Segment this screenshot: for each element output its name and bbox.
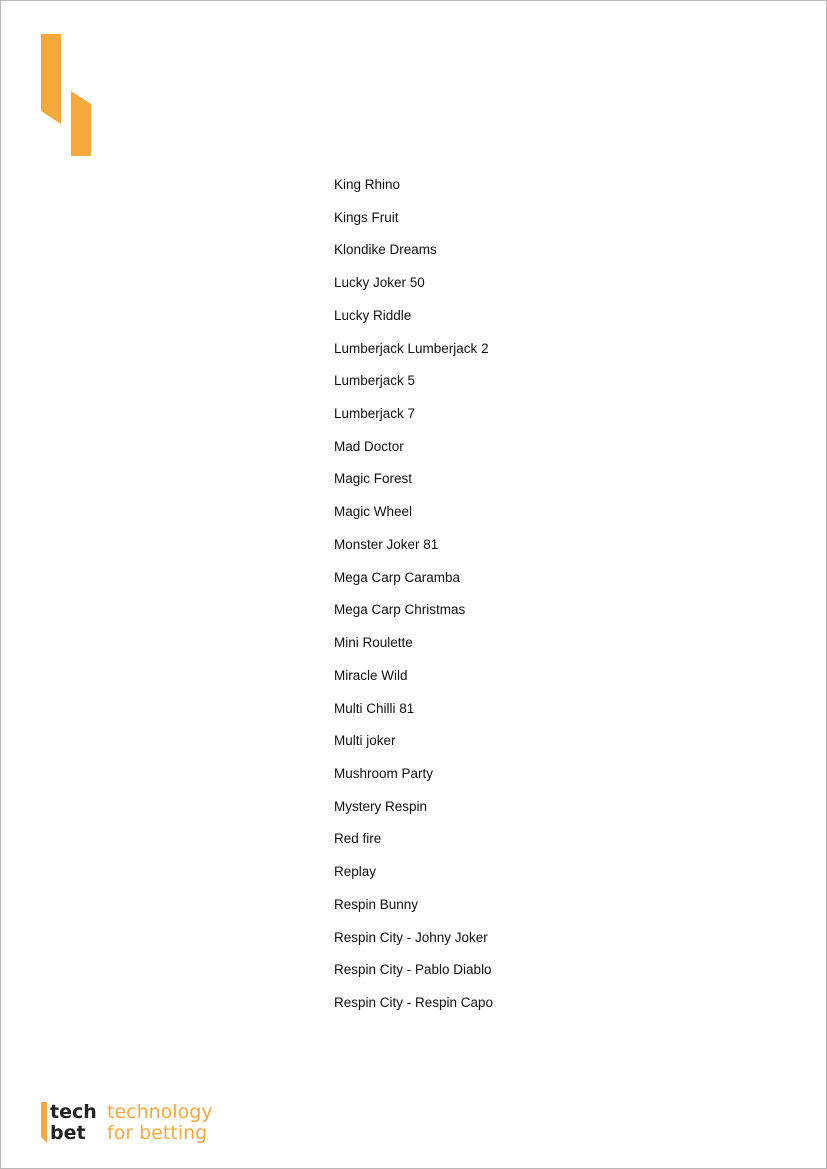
games-list [334, 176, 493, 1027]
list-item: Respin City - Johny Joker [334, 929, 488, 945]
list-item: Multi Chilli 81 [334, 700, 415, 716]
list-item: Mushroom Party [334, 765, 434, 781]
list-item: Lumberjack 7 [334, 406, 416, 422]
list-item: Multi joker [334, 733, 396, 749]
logo-tagline-line2: for betting [107, 1122, 208, 1144]
logo-tagline-line1: technology [107, 1101, 213, 1123]
list-item: Mad Doctor [334, 438, 404, 454]
list-item: Respin Bunny [334, 896, 419, 912]
list-item: Respin City - Respin Capo [334, 994, 494, 1010]
brand-mark-logo [41, 34, 93, 156]
list-item: Klondike Dreams [334, 242, 437, 258]
list-item: Lumberjack 5 [334, 373, 416, 389]
list-item: Mystery Respin [334, 798, 428, 814]
list-item: Kings Fruit [334, 209, 399, 225]
list-item: Magic Wheel [334, 504, 413, 520]
list-item: Replay [334, 864, 377, 880]
list-item: Respin City - Pablo Diablo [334, 962, 492, 978]
list-item: Lumberjack Lumberjack 2 [334, 340, 489, 356]
list-item: Mega Carp Christmas [334, 602, 466, 618]
list-item: Mini Roulette [334, 635, 413, 651]
list-item: Lucky Joker 50 [334, 275, 425, 291]
list-item: Lucky Riddle [334, 307, 412, 323]
logo-word-tech: tech [50, 1101, 97, 1123]
footer-logo [41, 1101, 241, 1147]
list-item: King Rhino [334, 177, 401, 192]
list-item: Mega Carp Caramba [334, 569, 461, 585]
list-item: Magic Forest [334, 471, 413, 487]
logo-bar-icon [41, 1102, 47, 1143]
logo-word-bet: bet [50, 1122, 86, 1144]
list-item: Monster Joker 81 [334, 536, 439, 552]
list-item: Red fire [334, 831, 382, 847]
list-item: Miracle Wild [334, 667, 408, 683]
